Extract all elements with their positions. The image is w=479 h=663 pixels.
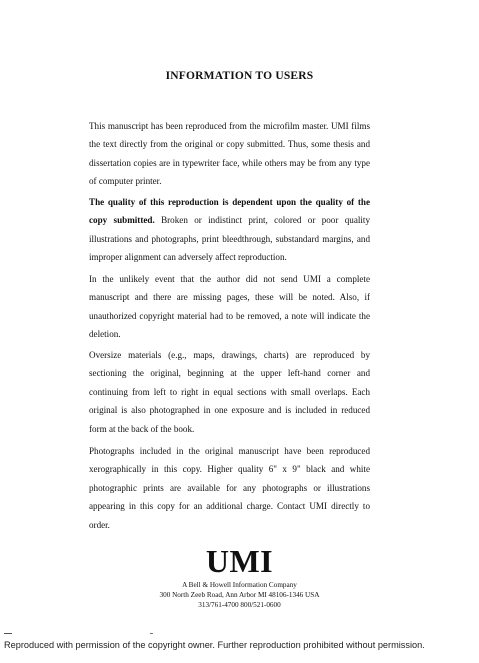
paragraph-text: Broken or indistinct print, colored or poor quality illustrations and photographs, print bleedthrough, substandard margins, and improper alignment can adversely affect reproduction.	[89, 215, 370, 263]
paragraph-missing-pages	[89, 270, 370, 344]
copyright-footer: Reproduced with permission of the copyright owner. Further reproduction prohibited without permission.	[4, 640, 425, 650]
paragraph-oversize	[89, 346, 370, 438]
paragraph-microfilm	[89, 117, 370, 191]
paragraph-text: Photographs included in the original manuscript have been reproduced xerographically in this copy. Higher quality 6" x 9" black and white photographic prints are available for any photographs or illustrations appearing in this copy for an additional charge. Contact UMI directly to order.	[89, 446, 370, 530]
scan-mark	[4, 633, 12, 634]
umi-logo: UMI	[205, 543, 274, 579]
company-phone: 313/761-4700 800/521-0600	[198, 601, 281, 609]
paragraph-photographs	[89, 442, 370, 534]
page-title: INFORMATION TO USERS	[165, 70, 314, 82]
paragraph-text: This manuscript has been reproduced from the microfilm master. UMI films the text directly from the original or copy submitted. Thus, some thesis and dissertation copies are in typewriter face, while others may be from any type of computer printer.	[89, 121, 370, 187]
paragraph-text: Oversize materials (e.g., maps, drawings, charts) are reproduced by sectioning the original, beginning at the upper left-hand corner and continuing from left to right in equal sections with small overlaps. Each original is also photographed in one exposure and is included in reduced form at the back of the book.	[89, 350, 370, 434]
company-address: 300 North Zeeb Road, Ann Arbor MI 48106-1346 USA	[159, 591, 320, 599]
paragraph-quality	[89, 193, 370, 267]
paragraph-bold-lead: The quality of this reproduction is dependent upon the quality of the copy submitted.	[89, 197, 370, 226]
scan-mark	[150, 633, 153, 634]
paragraph-text: In the unlikely event that the author did not send UMI a complete manuscript and there are missing pages, these will be noted. Also, if unauthorized copyright material had to be removed, a note will indicate the deletion.	[89, 274, 370, 340]
company-name: A Bell & Howell Information Company	[182, 581, 297, 589]
